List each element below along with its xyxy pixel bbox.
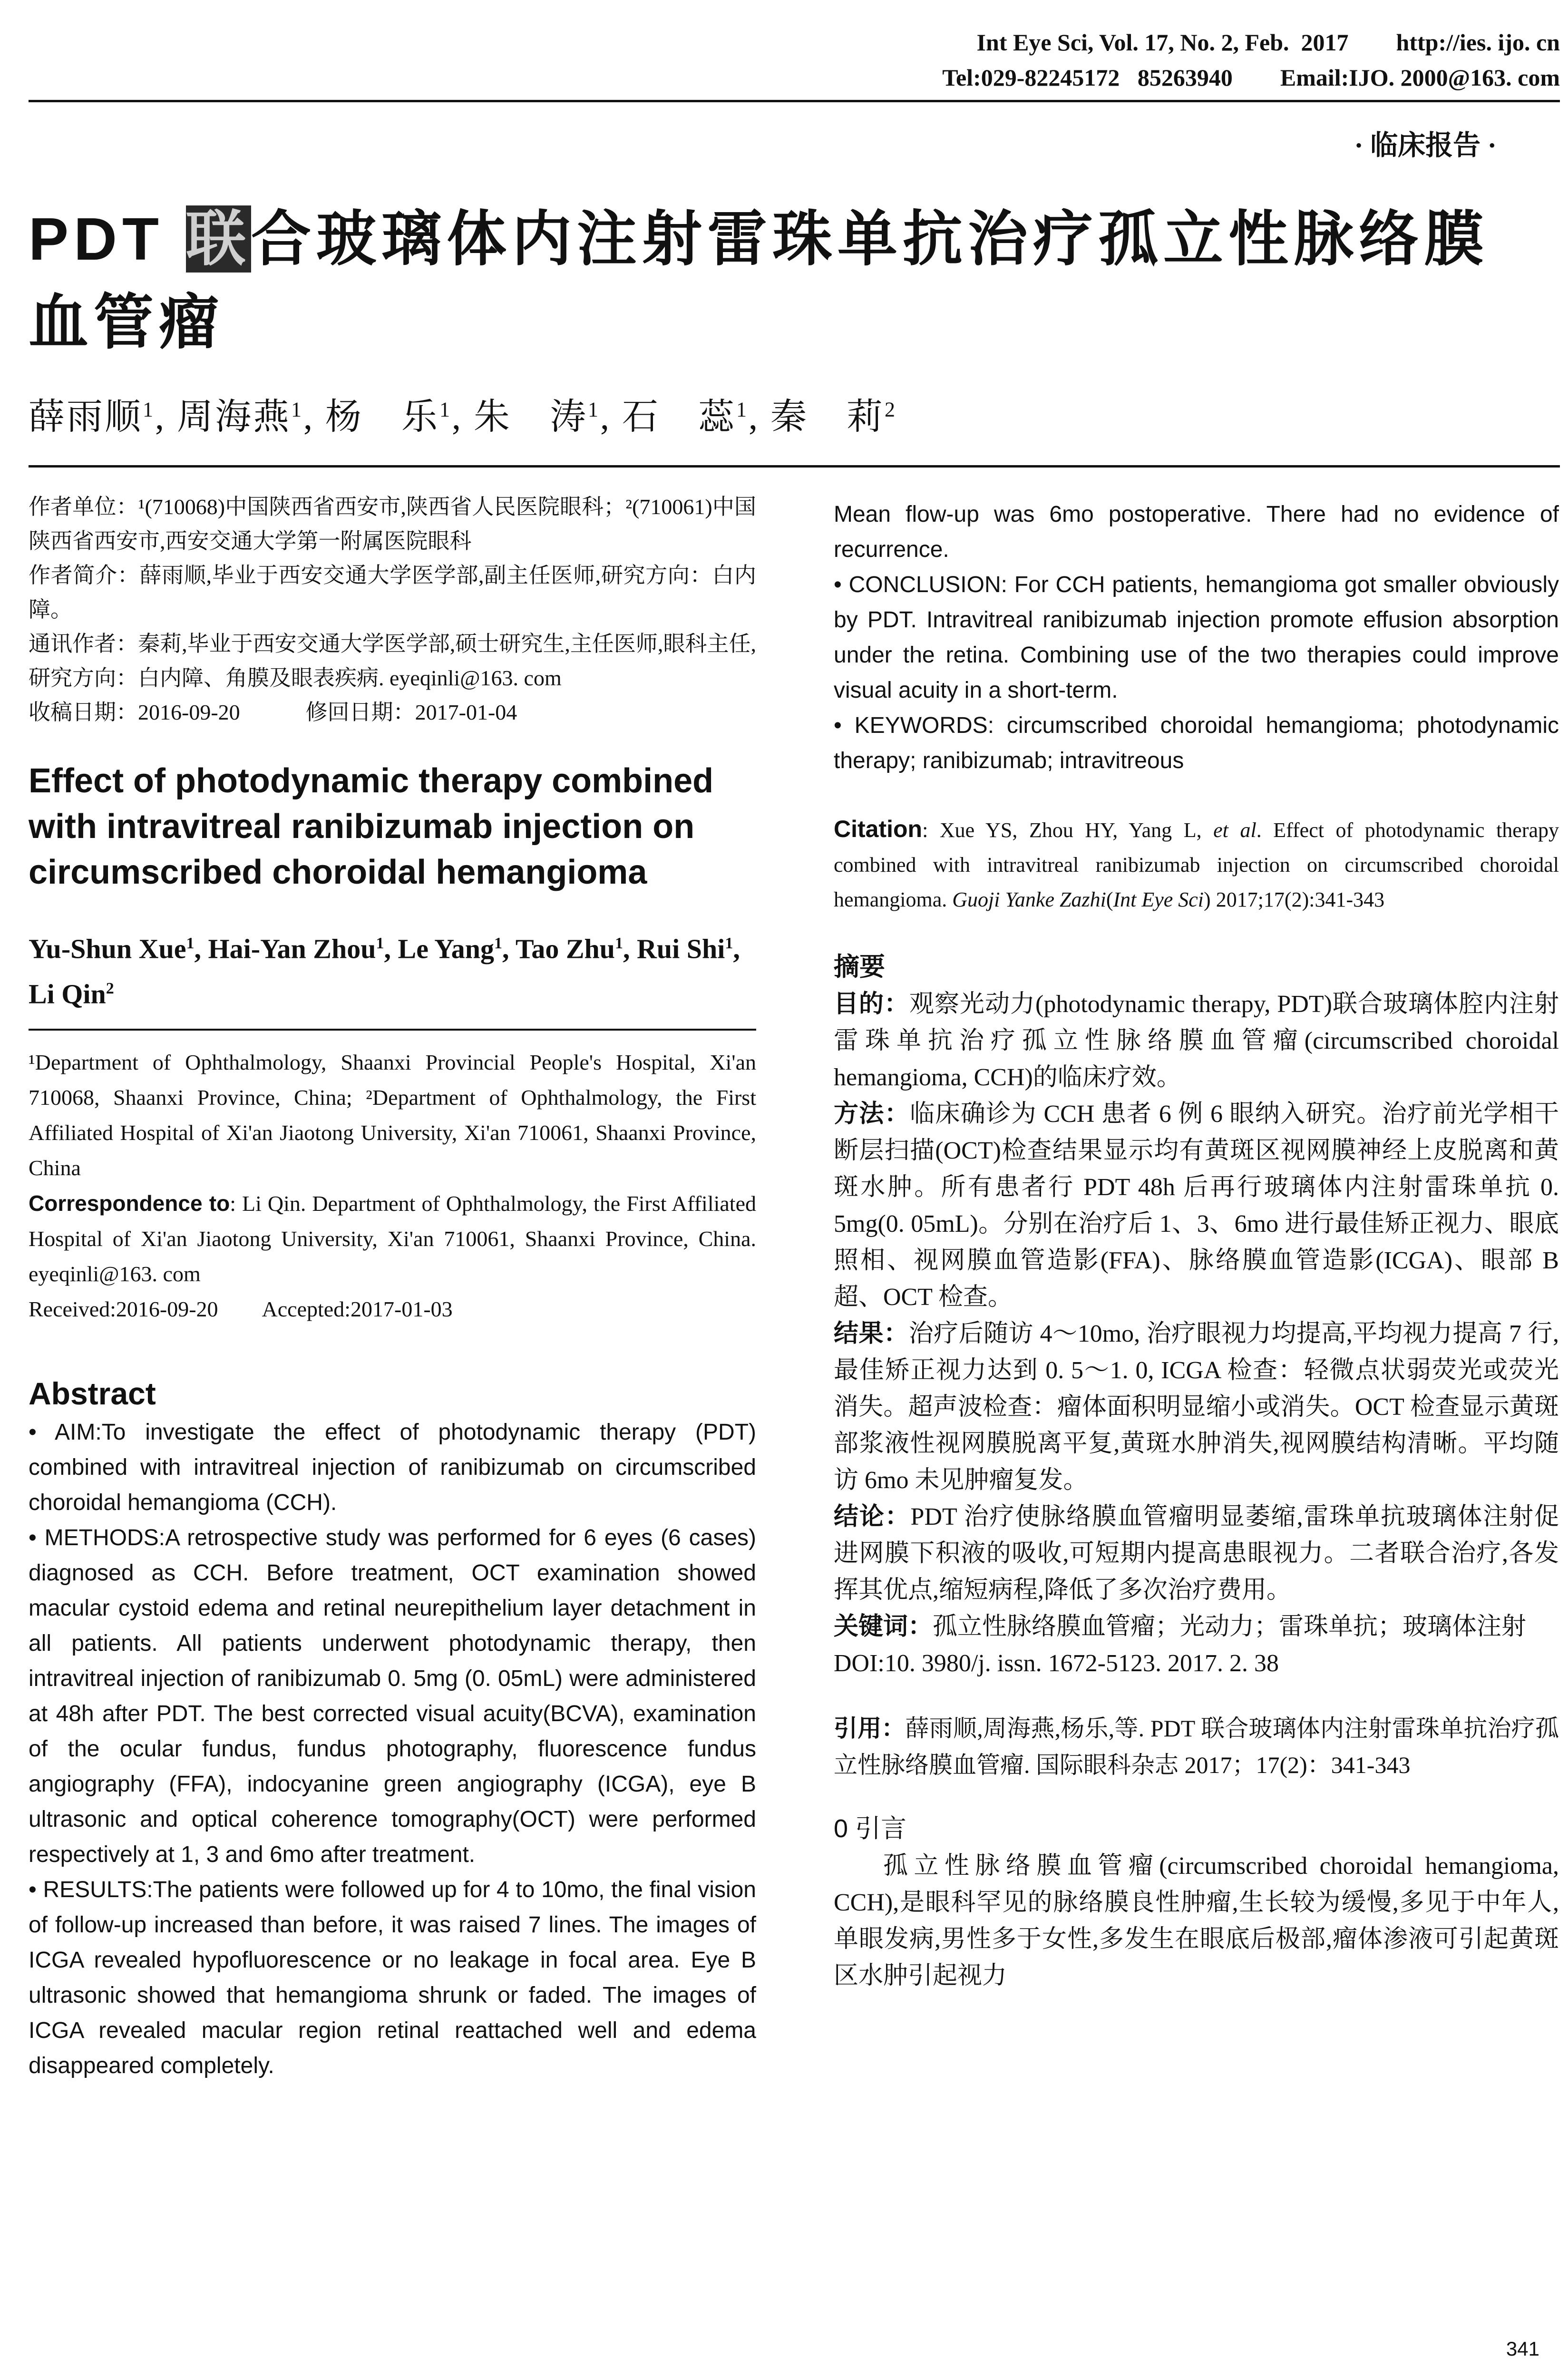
section-label: · 临床报告 ·	[1354, 130, 1497, 161]
author-name: Li Qin	[29, 978, 106, 1010]
summary-method-text: 临床确诊为 CCH 患者 6 例 6 眼纳入研究。治疗前光学相干断层扫描(OCT)检查结果显示均有黄斑区视网膜神经上皮脱离和黄斑水肿。所有患者行 PDT 48h 后再行玻璃体内注射雷珠单抗 0. 5mg(0. 05mL)。分别在治疗后 1、3、6mo 进行最佳矫正视力、眼底照相、视网膜血管造影(FFA)、脉络膜血管造影(ICGA)、眼部 B 超、OCT 检查。	[834, 1101, 1559, 1311]
citation-label: Citation	[834, 816, 923, 842]
author-list-en: Yu-Shun Xue$^1$, Hai-Yan Zhou$^1$, Le Yang$^1$, Tao Zhu$^1$, Rui Shi$^1$, Li Qin$^2$	[29, 933, 740, 1010]
author-name: Tao Zhu	[515, 933, 615, 964]
abstract-aim: • AIM:To investigate the effect of photodynamic therapy (PDT) combined with intravitreal injection of ranibizumab on circumscribed choroidal hemangioma (CCH).	[29, 1419, 756, 1515]
affiliation-cn	[29, 490, 756, 730]
summary-conclusion-text: PDT 治疗使脉络膜血管瘤明显萎缩,雷珠单抗玻璃体注射促进网膜下积液的吸收,可短期内提高患眼视力。二者联合治疗,各发挥其优点,缩短病程,降低了多次治疗费用。	[834, 1503, 1559, 1604]
title-highlight: 联	[186, 205, 252, 273]
dates-en: Received:2016-09-20 Accepted:2017-01-03	[29, 1296, 453, 1321]
author-sup: 2	[885, 398, 897, 421]
author-sup: 1	[439, 398, 452, 421]
author-sup: 1	[736, 398, 749, 421]
author-name: 朱 涛	[474, 397, 588, 437]
citation-cn-label: 引用：	[834, 1715, 906, 1742]
authors-rule	[29, 465, 1560, 468]
page-number: 341	[1506, 2338, 1539, 2360]
correspondence	[29, 1186, 756, 1292]
summary-keywords-text: 孤立性脉络膜血管瘤；光动力；雷珠单抗；玻璃体注射	[933, 1613, 1527, 1640]
right-column	[834, 497, 1559, 1994]
author-name: Hai-Yan Zhou	[208, 933, 376, 964]
author-sup: 1	[186, 935, 195, 952]
summary-keywords	[834, 1608, 1559, 1645]
summary-result	[834, 1315, 1559, 1499]
department-list: ¹Department of Ophthalmology, Shaanxi Provincial People's Hospital, Xi'an 710068, Shaanxi Province, China; ²Department of Ophthalmology, the First Affiliated Hospital of Xi'an Jiaotong University, Xi'an 710061, Shaanxi Province, China	[29, 1050, 756, 1180]
corresponding-author: 通讯作者：秦莉,毕业于西安交通大学医学部,硕士研究生,主任医师,眼科主任,研究方向：白内障、角膜及眼表疾病. eyeqinli@163. com	[29, 632, 757, 690]
article-title	[29, 197, 1541, 364]
abstract-heading: Abstract	[29, 1375, 156, 1411]
summary-method-label: 方法：	[834, 1100, 910, 1128]
citation-journal: Guoji Yanke Zazhi	[952, 888, 1106, 911]
summary-aim-text: 观察光动力(photodynamic therapy, PDT)联合玻璃体腔内注射雷珠单抗治疗孤立性脉络膜血管瘤(circumscribed choroidal hemangioma, CCH)的临床疗效。	[834, 991, 1559, 1091]
summary-conclusion-label: 结论：	[834, 1503, 911, 1530]
english-title: Effect of photodynamic therapy combined with intravitreal ranibizumab injection on circumscribed choroidal hemangioma	[29, 762, 714, 891]
author-name: 杨 乐	[325, 397, 439, 437]
author-name: Rui Shi	[637, 933, 725, 964]
citation-text-2: . Effect of photodynamic therapy combined with intravitreal ranibizumab injection on circumscribed choroidal hemangioma.	[834, 818, 1559, 911]
author-name: Le Yang	[398, 933, 495, 964]
author-bio: 作者简介：薛雨顺,毕业于西安交通大学医学部,副主任医师,研究方向：白内障。	[29, 563, 756, 622]
author-unit: 作者单位：¹(710068)中国陕西省西安市,陕西省人民医院眼科；²(710061)中国陕西省西安市,西安交通大学第一附属医院眼科	[29, 495, 756, 553]
abstract-body-right	[834, 497, 1559, 779]
header-line-journal: Int Eye Sci, Vol. 17, No. 2, Feb. 2017 http://ies. ijo. cn	[976, 29, 1560, 56]
title-prefix: PDT	[29, 205, 186, 273]
correspondence-label: Correspondence to	[29, 1190, 230, 1216]
citation-journal-abbrev: Int Eye Sci	[1113, 888, 1204, 911]
running-header	[29, 24, 1560, 105]
abstract-results: • RESULTS:The patients were followed up for 4 to 10mo, the final vision of follow-up increased than before, it was raised 7 lines. The images of ICGA revealed hypofluorescence or no leakage in focal area. Eye B ultrasonic showed that hemangioma shrunk or faded. The images of ICGA revealed macular region retinal reattached well and edema disappeared completely.	[29, 1877, 756, 2078]
author-name: 周海燕	[177, 397, 291, 437]
abstract-methods: • METHODS:A retrospective study was performed for 6 eyes (6 cases) diagnosed as CCH. Before treatment, OCT examination showed macular cystoid edema and retinal neurepithelium layer detachment in all patients. All patients underwent photodynamic therapy, then intravitreal injection of ranibizumab 0. 5mg (0. 05mL) were administered at 48h after PDT. The best corrected visual acuity(BCVA), examination of the ocular fundus, fundus photography, fluorescence fundus angiography (FFA), indocyanine green angiography (ICGA), eye B ultrasonic and optical coherence tomography(OCT) were performed respectively at 1, 3 and 6mo after treatment.	[29, 1525, 756, 1867]
affiliation-en	[29, 1045, 756, 1327]
summary-body-cn	[834, 986, 1559, 1682]
abstract-conclusion: • CONCLUSION: For CCH patients, hemangioma got smaller obviously by PDT. Intravitreal ranibizumab injection promote effusion absorption under the retina. Combining use of the two therapies could improve visual acuity in a short-term.	[834, 572, 1559, 703]
summary-conclusion	[834, 1499, 1559, 1608]
citation-etal: et al	[1213, 818, 1256, 842]
citation-text-3: (	[1106, 888, 1113, 911]
summary-aim	[834, 986, 1559, 1096]
author-name: Yu-Shun Xue	[29, 933, 186, 964]
author-sup: 1	[143, 398, 155, 421]
summary-aim-label: 目的：	[834, 990, 910, 1018]
citation-en	[834, 812, 1559, 917]
author-sup: 1	[588, 398, 600, 421]
author-sup: 1	[725, 935, 733, 952]
author-name: 石 蕊	[622, 397, 736, 437]
citation-cn-text: 薛雨顺,周海燕,杨乐,等. PDT 联合玻璃体内注射雷珠单抗治疗孤立性脉络膜血管瘤. 国际眼科杂志 2017；17(2)：341-343	[834, 1715, 1559, 1778]
author-list-cn: 薛雨顺$^1$, 周海燕$^1$, 杨 乐$^1$, 朱 涛$^1$, 石 蕊$^1$, 秦 莉$^2$	[29, 397, 897, 437]
citation-text: : Xue YS, Zhou HY, Yang L,	[922, 818, 1214, 842]
author-sup: 1	[291, 398, 303, 421]
header-rule	[29, 100, 1560, 102]
title-rest: 合玻璃体内注射雷珠单抗治疗孤立性脉络膜血管瘤	[29, 205, 1490, 356]
summary-keywords-label: 关键词：	[834, 1613, 933, 1640]
author-sup: 1	[494, 935, 503, 952]
author-sup: 2	[106, 980, 114, 998]
author-sup: 1	[376, 935, 384, 952]
summary-method	[834, 1096, 1559, 1315]
abstract-results-cont: Mean flow-up was 6mo postoperative. There had no evidence of recurrence.	[834, 502, 1559, 562]
doi: DOI:10. 3980/j. issn. 1672-5123. 2017. 2. 38	[834, 1650, 1279, 1677]
affiliation-rule	[29, 1029, 756, 1031]
dates-cn: 收稿日期：2016-09-20 修回日期：2017-01-04	[29, 700, 517, 724]
correspondence-text: : Li Qin. Department of Ophthalmology, the First Affiliated Hospital of Xi'an Jiaotong University, Xi'an 710061, Shaanxi Province, China. eyeqinli@163. com	[29, 1191, 756, 1286]
left-column	[29, 490, 756, 2084]
summary-result-label: 结果：	[834, 1320, 909, 1347]
citation-text-4: ) 2017;17(2):341-343	[1204, 888, 1385, 911]
abstract-keywords: • KEYWORDS: circumscribed choroidal hemangioma; photodynamic therapy; ranibizumab; intravitreous	[834, 713, 1559, 773]
intro-text: 孤立性脉络膜血管瘤(circumscribed choroidal hemangioma, CCH),是眼科罕见的脉络膜良性肿瘤,生长较为缓慢,多见于中年人,单眼发病,男性多于女性,多发生在眼底后极部,瘤体渗液可引起黄斑区水肿引起视力	[834, 1852, 1559, 1989]
abstract-body-left	[29, 1415, 756, 2084]
summary-result-text: 治疗后随访 4～10mo, 治疗眼视力均提高,平均视力提高 7 行,最佳矫正视力达到 0. 5～1. 0, ICGA 检查：轻微点状弱荧光或荧光消失。超声波检查：瘤体面积明显缩小或消失。OCT 检查显示黄斑部浆液性视网膜脱离平复,黄斑水肿消失,视网膜结构清晰。平均随访 6mo 未见肿瘤复发。	[834, 1320, 1559, 1494]
intro-heading: 0 引言	[834, 1814, 907, 1843]
citation-cn	[834, 1710, 1559, 1783]
header-line-contact: Tel:029-82245172 85263940 Email:IJO. 2000@163. com	[942, 64, 1560, 91]
summary-heading-cn: 摘要	[834, 953, 885, 981]
author-name: 薛雨顺	[29, 397, 143, 437]
author-name: 秦 莉	[770, 397, 885, 437]
author-sup: 1	[615, 935, 623, 952]
